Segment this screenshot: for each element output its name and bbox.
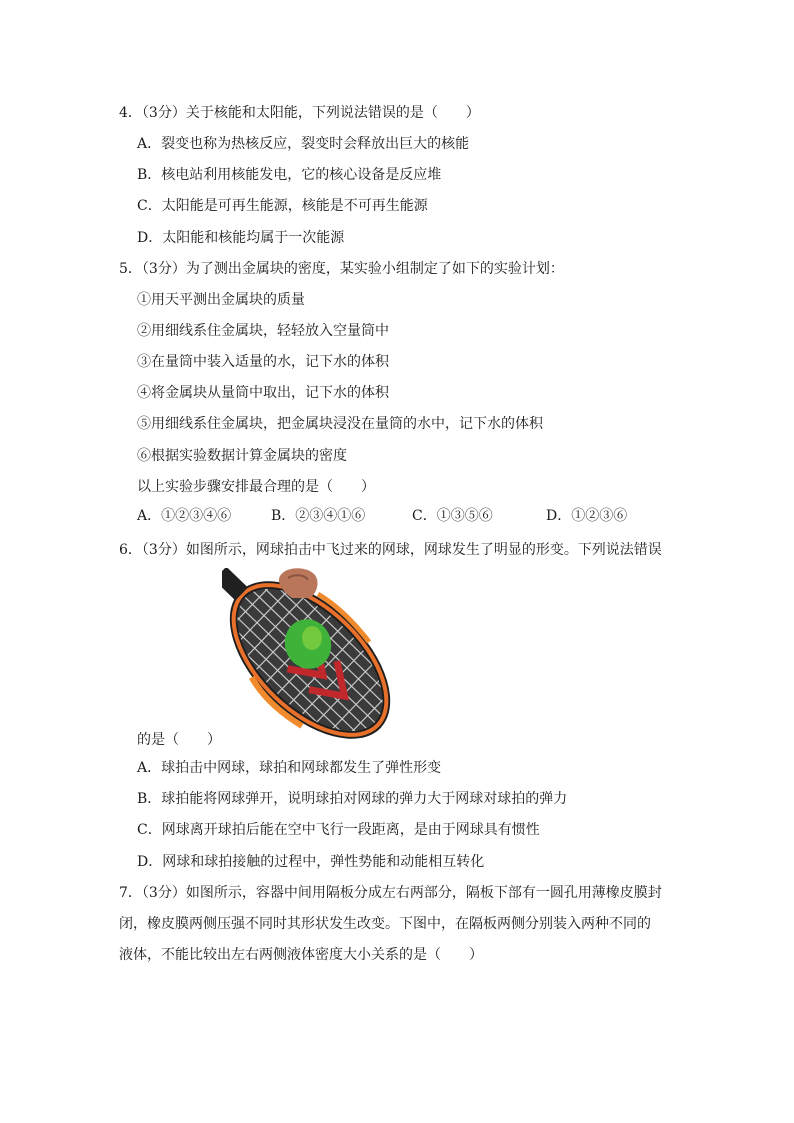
question-5-step-3: ③在量筒中装入适量的水，记下水的体积	[137, 354, 389, 370]
question-6-stem-continued: 的是（ ）	[137, 732, 221, 748]
question-5-step-4: ④将金属块从量筒中取出，记下水的体积	[137, 385, 389, 401]
question-7-stem-line-1: 7．（3分）如图所示，容器中间用隔板分成左右两部分，隔板下部有一圆孔用薄橡皮膜封	[119, 885, 662, 901]
tennis-racket-illustration	[222, 568, 392, 740]
question-5-stem: 5．（3分）为了测出金属块的密度，某实验小组制定了如下的实验计划：	[119, 261, 564, 277]
question-5-option-b: B．②③④①⑥	[271, 508, 366, 524]
question-5-step-6: ⑥根据实验数据计算金属块的密度	[137, 448, 347, 464]
question-7-stem-line-3: 液体，不能比较出左右两侧液体密度大小关系的是（ ）	[119, 947, 483, 963]
tennis-racket-figure	[222, 568, 392, 740]
question-4-option-b: B．核电站利用核能发电，它的核心设备是反应堆	[137, 167, 442, 183]
question-5-option-a: A．①②③④⑥	[137, 508, 232, 524]
question-5-step-2: ②用细线系住金属块，轻轻放入空量筒中	[137, 323, 389, 339]
question-5-step-5: ⑤用细线系住金属块，把金属块浸没在量筒的水中，记下水的体积	[137, 416, 543, 432]
question-7-stem-line-2: 闭，橡皮膜两侧压强不同时其形状发生改变。下图中，在隔板两侧分别装入两种不同的	[119, 916, 651, 932]
question-6-stem: 6．（3分）如图所示，网球拍击中飞过来的网球，网球发生了明显的形变。下列说法错误	[119, 542, 662, 558]
question-4-option-a: A．裂变也称为热核反应，裂变时会释放出巨大的核能	[137, 136, 470, 152]
question-5-options	[137, 507, 697, 527]
question-6-option-a: A．球拍击中网球，球拍和网球都发生了弹性形变	[137, 760, 442, 776]
question-6-option-c: C．网球离开球拍后能在空中飞行一段距离，是由于网球具有惯性	[137, 822, 540, 838]
question-6-option-b: B．球拍能将网球弹开，说明球拍对网球的弹力大于网球对球拍的弹力	[137, 791, 568, 807]
question-4-option-c: C．太阳能是可再生能源，核能是不可再生能源	[137, 198, 428, 214]
question-5-step-1: ①用天平测出金属块的质量	[137, 292, 305, 308]
question-5-prompt: 以上实验步骤安排最合理的是（ ）	[137, 479, 375, 495]
question-4-option-d: D．太阳能和核能均属于一次能源	[137, 230, 345, 246]
question-5-option-d: D．①②③⑥	[546, 508, 628, 524]
question-4-stem: 4．（3分）关于核能和太阳能，下列说法错误的是（ ）	[119, 105, 480, 121]
question-6-option-d: D．网球和球拍接触的过程中，弹性势能和动能相互转化	[137, 854, 485, 870]
question-5-option-c: C．①③⑤⑥	[412, 508, 493, 524]
